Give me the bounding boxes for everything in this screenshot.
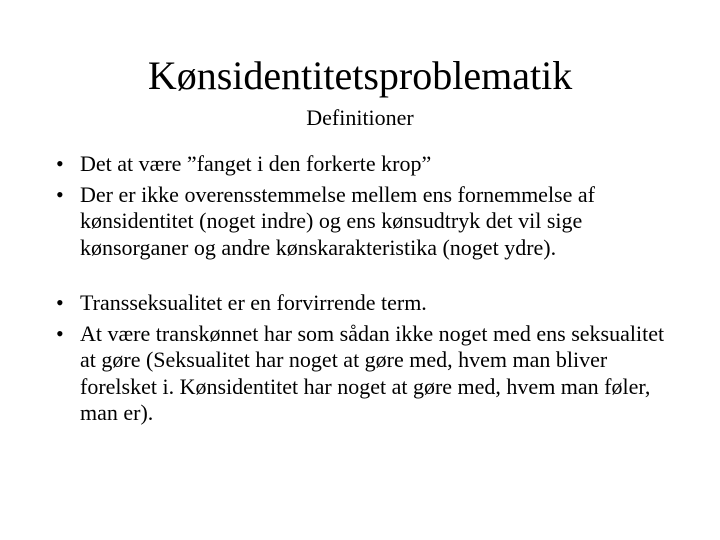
bullet-text: At være transkønnet har som sådan ikke noget med ens seksualitet at gøre (Seksualitet har noget at gøre med, hvem man bliver forelsket i. Kønsidentitet har noget at gøre med, hvem man føler, man er). xyxy=(80,320,665,425)
bullet-item xyxy=(56,290,676,317)
bullet-text: Der er ikke overensstemmelse mellem ens fornemmelse af kønsidentitet (noget indre) og ens kønsudtryk det vil sige kønsorganer og andre kønskarakteristika (noget ydre). xyxy=(80,181,595,260)
bullet-dot-icon: • xyxy=(56,151,64,176)
bullet-list-group-1 xyxy=(56,151,676,265)
bullet-list-group-2 xyxy=(56,290,676,431)
bullet-text: Det at være ”fanget i den forkerte krop” xyxy=(80,151,432,176)
slide-subtitle: Definitioner xyxy=(306,105,414,130)
bullet-item xyxy=(56,182,676,262)
bullet-text: Transseksualitet er en forvirrende term. xyxy=(80,290,427,315)
bullet-item xyxy=(56,321,676,427)
bullet-dot-icon: • xyxy=(56,290,64,315)
bullet-dot-icon: • xyxy=(56,320,64,346)
bullet-dot-icon: • xyxy=(56,181,64,207)
bullet-item xyxy=(56,151,676,178)
slide-title: Kønsidentitetsproblematik xyxy=(147,53,573,98)
